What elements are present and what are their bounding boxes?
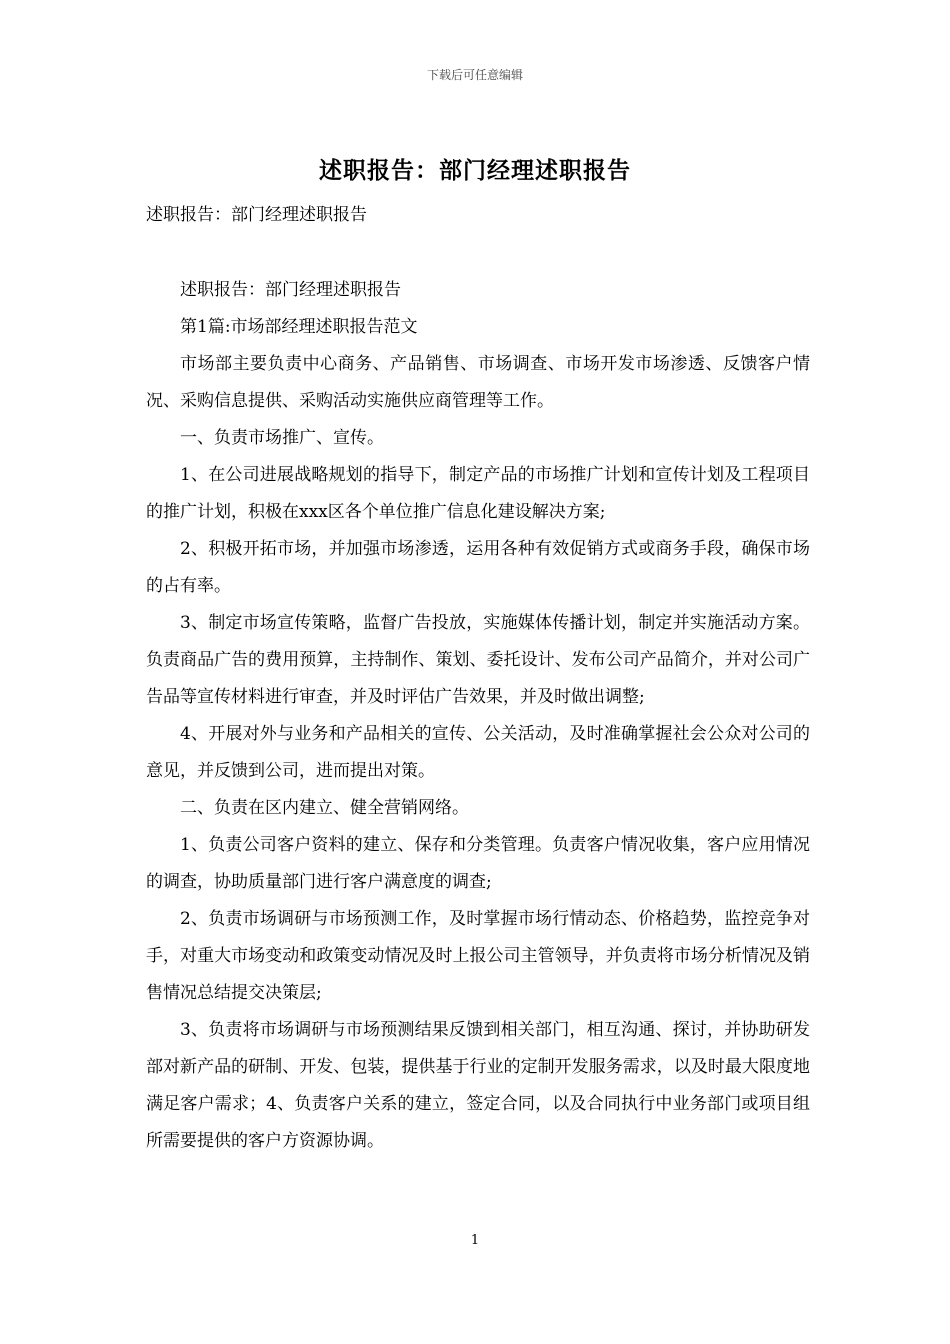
body-paragraph: 3、负责将市场调研与市场预测结果反馈到相关部门，相互沟通、探讨，并协助研发部对新产品的研制、开发、包装，提供基于行业的定制开发服务需求，以及时最大限度地满足客户需求；4、负责客户关系的建立，签定合同，以及合同执行中业务部门或项目组所需要提供的客户方资源协调。 bbox=[146, 1020, 810, 1151]
body-paragraph: 第1篇:市场部经理述职报告范文 bbox=[180, 317, 418, 337]
section-heading: 二、负责在区内建立、健全营销网络。 bbox=[180, 798, 469, 818]
section-heading: 一、负责市场推广、宣传。 bbox=[180, 428, 384, 448]
document-title: 述职报告：部门经理述职报告 bbox=[319, 157, 631, 184]
page-number: 1 bbox=[470, 1233, 480, 1248]
body-paragraph: 市场部主要负责中心商务、产品销售、市场调查、市场开发市场渗透、反馈客户情况、采购信息提供、采购活动实施供应商管理等工作。 bbox=[146, 354, 810, 411]
body-paragraph: 1、负责公司客户资料的建立、保存和分类管理。负责客户情况收集，客户应用情况的调查，协助质量部门进行客户满意度的调查; bbox=[146, 835, 810, 892]
document-body bbox=[146, 272, 810, 1160]
body-paragraph: 2、积极开拓市场，并加强市场渗透，运用各种有效促销方式或商务手段，确保市场的占有率。 bbox=[146, 539, 810, 596]
body-paragraph: 3、制定市场宣传策略，监督广告投放，实施媒体传播计划，制定并实施活动方案。负责商品广告的费用预算，主持制作、策划、委托设计、发布公司产品简介，并对公司广告品等宣传材料进行审查，并及时评估广告效果，并及时做出调整; bbox=[146, 613, 810, 707]
document-subtitle: 述职报告：部门经理述职报告 bbox=[146, 205, 367, 225]
body-paragraph: 述职报告：部门经理述职报告 bbox=[180, 280, 401, 300]
body-paragraph: 2、负责市场调研与市场预测工作，及时掌握市场行情动态、价格趋势，监控竞争对手，对重大市场变动和政策变动情况及时上报公司主管领导，并负责将市场分析情况及销售情况总结提交决策层; bbox=[146, 909, 810, 1003]
body-paragraph: 1、在公司进展战略规划的指导下，制定产品的市场推广计划和宣传计划及工程项目的推广计划，积极在xxx区各个单位推广信息化建设解决方案; bbox=[146, 465, 810, 522]
body-paragraph: 4、开展对外与业务和产品相关的宣传、公关活动，及时准确掌握社会公众对公司的意见，并反馈到公司，进而提出对策。 bbox=[146, 724, 810, 781]
download-note: 下载后可任意编辑 bbox=[426, 68, 523, 82]
